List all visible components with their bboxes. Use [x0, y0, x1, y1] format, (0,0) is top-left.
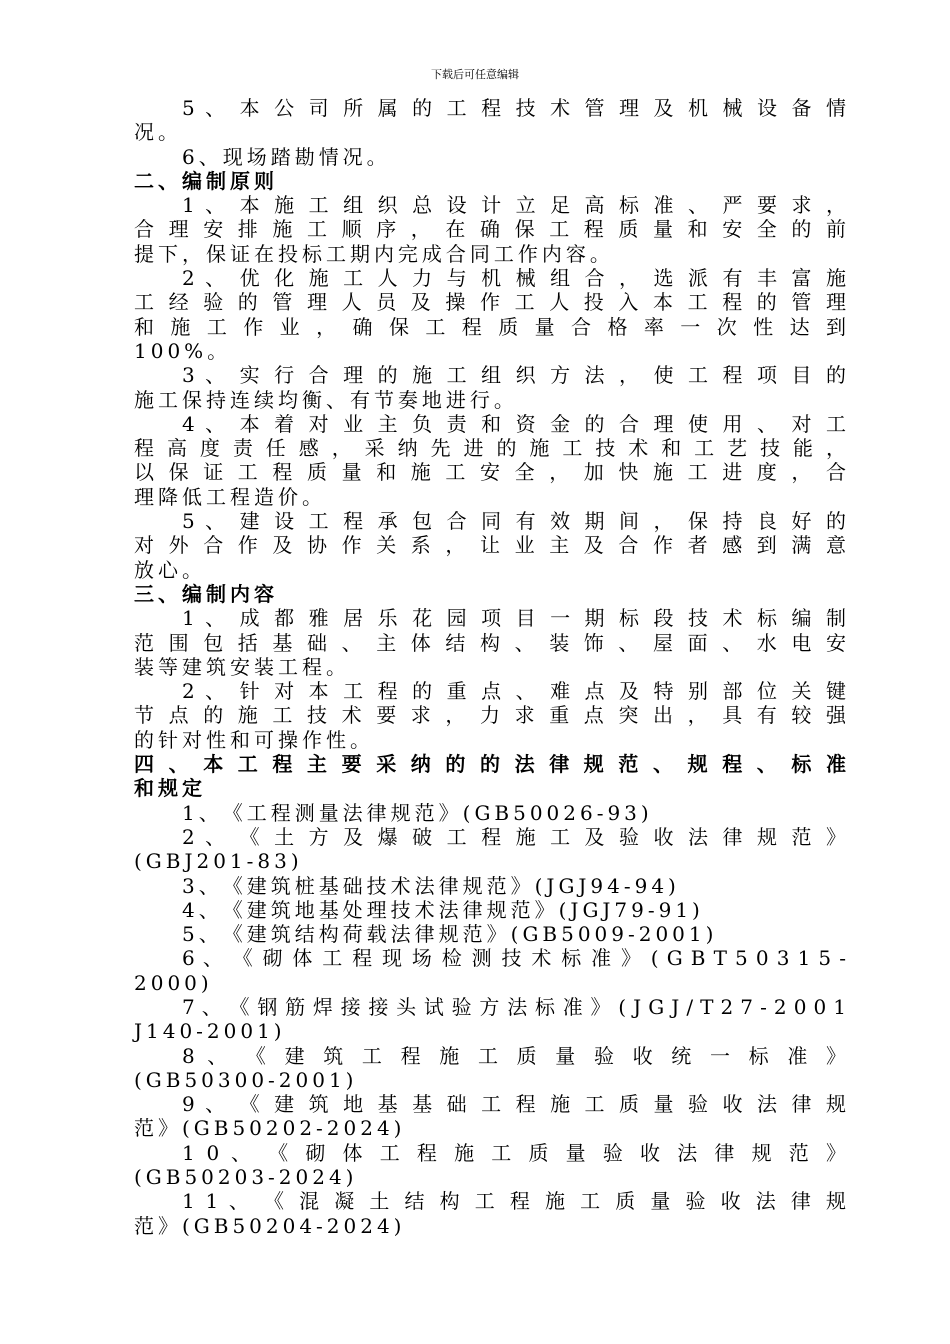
text-line: 4 、 《 建 筑 地 基 处 理 技 术 法 律 规 范 》 ( J G J 7 9 - 9 1 ) [182, 897, 700, 922]
text-line: 6 、 现 场 踏 勘 情 况 。 [182, 144, 387, 169]
document-body [134, 96, 846, 1238]
text-line: 程 高 度 责 任 感 ， 采 纳 先 进 的 施 工 技 术 和 工 艺 技 能 ， [134, 436, 846, 461]
text-line: 节 点 的 施 工 技 术 要 求 ， 力 求 重 点 突 出 ， 具 有 较 强 [134, 703, 846, 728]
text-line: 4 、 本 着 对 业 主 负 责 和 资 金 的 合 理 使 用 、 对 工 [182, 411, 846, 436]
text-line: 7 、 《 钢 筋 焊 接 接 头 试 验 方 法 标 准 》 ( J G J / T 2 7 - 2 0 0 1 [182, 994, 846, 1019]
text-line: 1 、 成 都 雅 居 乐 花 园 项 目 一 期 标 段 技 术 标 编 制 [182, 606, 846, 631]
text-line: 和 施 工 作 业 ， 确 保 工 程 质 量 合 格 率 一 次 性 达 到 [134, 314, 846, 339]
text-line: 9 、 《 建 筑 地 基 基 础 工 程 施 工 质 量 验 收 法 律 规 [182, 1092, 846, 1117]
text-line: 1 、 《 工 程 测 量 法 律 规 范 》 ( G B 5 0 0 2 6 - 9 3 ) [182, 800, 649, 825]
text-line: 3 、 实 行 合 理 的 施 工 组 织 方 法 ， 使 工 程 项 目 的 [182, 363, 846, 388]
text-line: 理 降 低 工 程 造 价 。 [134, 484, 322, 509]
section-heading: 四 、 本 工 程 主 要 采 纳 的 的 法 律 规 范 、 规 程 、 标 准 [134, 752, 846, 777]
text-line: 2 、 针 对 本 工 程 的 重 点 、 难 点 及 特 别 部 位 关 键 [182, 679, 846, 704]
text-line: 对 外 合 作 及 协 作 关 系 ， 让 业 主 及 合 作 者 感 到 满 意 [134, 533, 846, 558]
text-line: 合 理 安 排 施 工 顺 序 ， 在 确 保 工 程 质 量 和 安 全 的 前 [134, 217, 846, 242]
text-line: 提 下 ， 保 证 在 投 标 工 期 内 完 成 合 同 工 作 内 容 。 [134, 241, 610, 266]
text-line: 1 、 本 施 工 组 织 总 设 计 立 足 高 标 准 、 严 要 求 ， [182, 193, 846, 218]
text-line: 5 、 建 设 工 程 承 包 合 同 有 效 期 间 ， 保 持 良 好 的 [182, 509, 846, 534]
text-line: ( G B 5 0 3 0 0 - 2 0 0 1 ) [134, 1067, 354, 1092]
text-line: 1 0 、 《 砌 体 工 程 施 工 质 量 验 收 法 律 规 范 》 [182, 1140, 846, 1165]
text-line: 8 、 《 建 筑 工 程 施 工 质 量 验 收 统 一 标 准 》 [182, 1043, 846, 1068]
section-heading: 三 、 编 制 内 容 [134, 581, 274, 606]
text-line: 以 保 证 工 程 质 量 和 施 工 安 全 ， 加 快 施 工 进 度 ， 合 [134, 460, 846, 485]
text-line: 装 等 建 筑 安 装 工 程 。 [134, 654, 346, 679]
section-heading: 二 、 编 制 原 则 [134, 168, 274, 193]
text-line: ( G B 5 0 2 0 3 - 2 0 2 4 ) [134, 1165, 354, 1190]
text-line: 工 经 验 的 管 理 人 员 及 操 作 工 人 投 入 本 工 程 的 管 理 [134, 290, 846, 315]
text-line: ( G B J 2 0 1 - 8 3 ) [134, 849, 299, 874]
page-header: 下载后可任意编辑 [431, 68, 519, 81]
text-line: 3 、 《 建 筑 桩 基 础 技 术 法 律 规 范 》 ( J G J 9 4 - 9 4 ) [182, 873, 676, 898]
text-line: 1 1 、 《 混 凝 土 结 构 工 程 施 工 质 量 验 收 法 律 规 [182, 1189, 846, 1214]
text-line: 况 。 [134, 120, 178, 145]
text-line: 6 、 《 砌 体 工 程 现 场 检 测 技 术 标 准 》 ( G B T 5 0 3 1 5 - [182, 946, 846, 971]
text-line: 的 针 对 性 和 可 操 作 性 。 [134, 727, 370, 752]
section-heading: 和 规 定 [134, 776, 202, 801]
text-line: 2 0 0 0 ) [134, 970, 209, 995]
text-line: 范 围 包 括 基 础 、 主 体 结 构 、 装 饰 、 屋 面 、 水 电 安 [134, 630, 846, 655]
text-line: 2 、 《 土 方 及 爆 破 工 程 施 工 及 验 收 法 律 规 范 》 [182, 824, 846, 849]
text-line: 2 、 优 化 施 工 人 力 与 机 械 组 合 ， 选 派 有 丰 富 施 [182, 266, 846, 291]
text-line: 放 心 。 [134, 557, 202, 582]
text-line: 1 0 0 % 。 [134, 338, 228, 363]
text-line: 5 、 本 公 司 所 属 的 工 程 技 术 管 理 及 机 械 设 备 情 [182, 96, 846, 120]
text-line: J 1 4 0 - 2 0 0 1 ) [134, 1019, 282, 1044]
text-line: 5 、 《 建 筑 结 构 荷 载 法 律 规 范 》 ( G B 5 0 0 9 - 2 0 0 1 ) [182, 922, 714, 947]
text-line: 范 》 ( G B 5 0 2 0 2 - 2 0 2 4 ) [134, 1116, 402, 1141]
text-line: 范 》 ( G B 5 0 2 0 4 - 2 0 2 4 ) [134, 1213, 402, 1238]
text-line: 施 工 保 持 连 续 均 衡 、 有 节 奏 地 进 行 。 [134, 387, 514, 412]
